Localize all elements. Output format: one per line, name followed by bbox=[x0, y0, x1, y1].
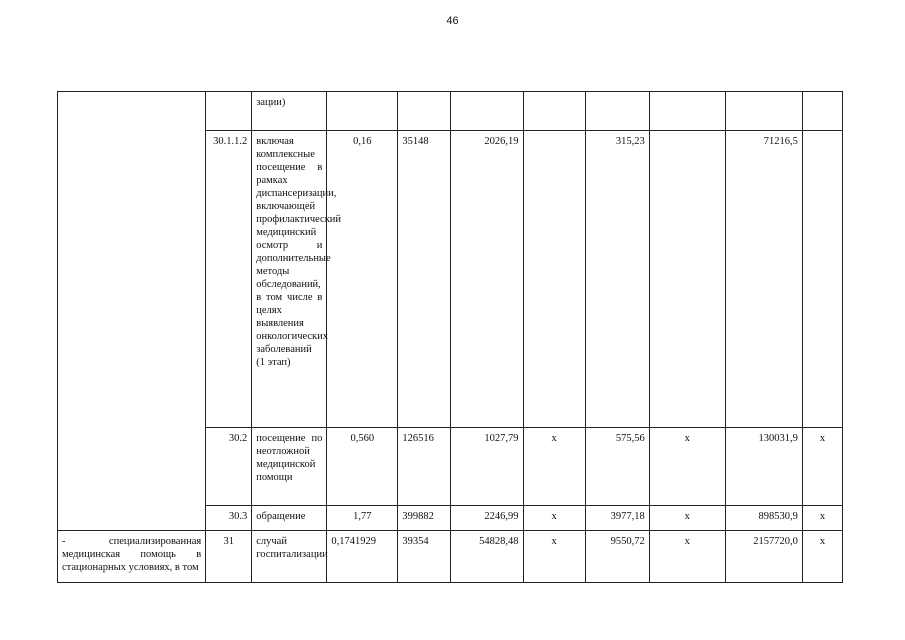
x-cell: х bbox=[649, 428, 725, 506]
count-cell bbox=[398, 92, 451, 131]
x-cell: х bbox=[649, 531, 725, 583]
total-cell: 71216,5 bbox=[725, 131, 802, 428]
unit-cell: случай госпитализации bbox=[252, 531, 327, 583]
per-capita-cell: 9550,72 bbox=[585, 531, 649, 583]
normative-cell: 0,1741929 bbox=[327, 531, 398, 583]
total-cell: 130031,9 bbox=[725, 428, 802, 506]
normative-cell: 1,77 bbox=[327, 506, 398, 531]
row-code-cell bbox=[206, 92, 252, 131]
count-cell: 35148 bbox=[398, 131, 451, 428]
count-cell: 39354 bbox=[398, 531, 451, 583]
per-capita-cell: 315,23 bbox=[585, 131, 649, 428]
x-cell: х bbox=[802, 428, 842, 506]
per-capita-cell: 3977,18 bbox=[585, 506, 649, 531]
x-cell: х bbox=[649, 506, 725, 531]
cost-cell: 54828,48 bbox=[451, 531, 523, 583]
cost-cell: 2246,99 bbox=[451, 506, 523, 531]
x-cell: х bbox=[523, 428, 585, 506]
normative-cell: 0,560 bbox=[327, 428, 398, 506]
per-capita-cell bbox=[585, 92, 649, 131]
x-cell bbox=[523, 131, 585, 428]
x-cell bbox=[649, 131, 725, 428]
row-label-cell: - специализированная медицинская помощь в стационарных условиях, в том bbox=[58, 531, 206, 583]
cost-cell: 1027,79 bbox=[451, 428, 523, 506]
row-code-cell: 31 bbox=[206, 531, 252, 583]
total-cell bbox=[725, 92, 802, 131]
unit-cell: обращение bbox=[252, 506, 327, 531]
count-cell: 399882 bbox=[398, 506, 451, 531]
table-row bbox=[58, 531, 843, 583]
unit-cell: посещение по неотложной медицинской помощи bbox=[252, 428, 327, 506]
total-cell: 2157720,0 bbox=[725, 531, 802, 583]
x-cell bbox=[802, 131, 842, 428]
x-cell bbox=[802, 92, 842, 131]
row-label-cell bbox=[58, 92, 206, 531]
x-cell: х bbox=[523, 531, 585, 583]
total-cell: 898530,9 bbox=[725, 506, 802, 531]
normative-cell: 0,16 bbox=[327, 131, 398, 428]
count-cell: 126516 bbox=[398, 428, 451, 506]
normative-cell bbox=[327, 92, 398, 131]
cost-cell bbox=[451, 92, 523, 131]
x-cell: х bbox=[802, 531, 842, 583]
page-number: 46 bbox=[446, 15, 459, 27]
per-capita-cell: 575,56 bbox=[585, 428, 649, 506]
financing-table bbox=[57, 91, 843, 583]
cost-cell: 2026,19 bbox=[451, 131, 523, 428]
x-cell bbox=[523, 92, 585, 131]
unit-cell: включая комплексные посещение в рамках диспансеризации, включающей профилактический медицинский осмотр и дополнительные методы обследований, в том числе в целях выявления онкологических заболеваний (1 этап) bbox=[252, 131, 327, 428]
x-cell bbox=[649, 92, 725, 131]
row-code-cell: 30.2 bbox=[206, 428, 252, 506]
unit-cell: зации) bbox=[252, 92, 327, 131]
x-cell: х bbox=[523, 506, 585, 531]
x-cell: х bbox=[802, 506, 842, 531]
row-code-cell: 30.1.1.2 bbox=[206, 131, 252, 428]
row-code-cell: 30.3 bbox=[206, 506, 252, 531]
table-row bbox=[58, 92, 843, 131]
